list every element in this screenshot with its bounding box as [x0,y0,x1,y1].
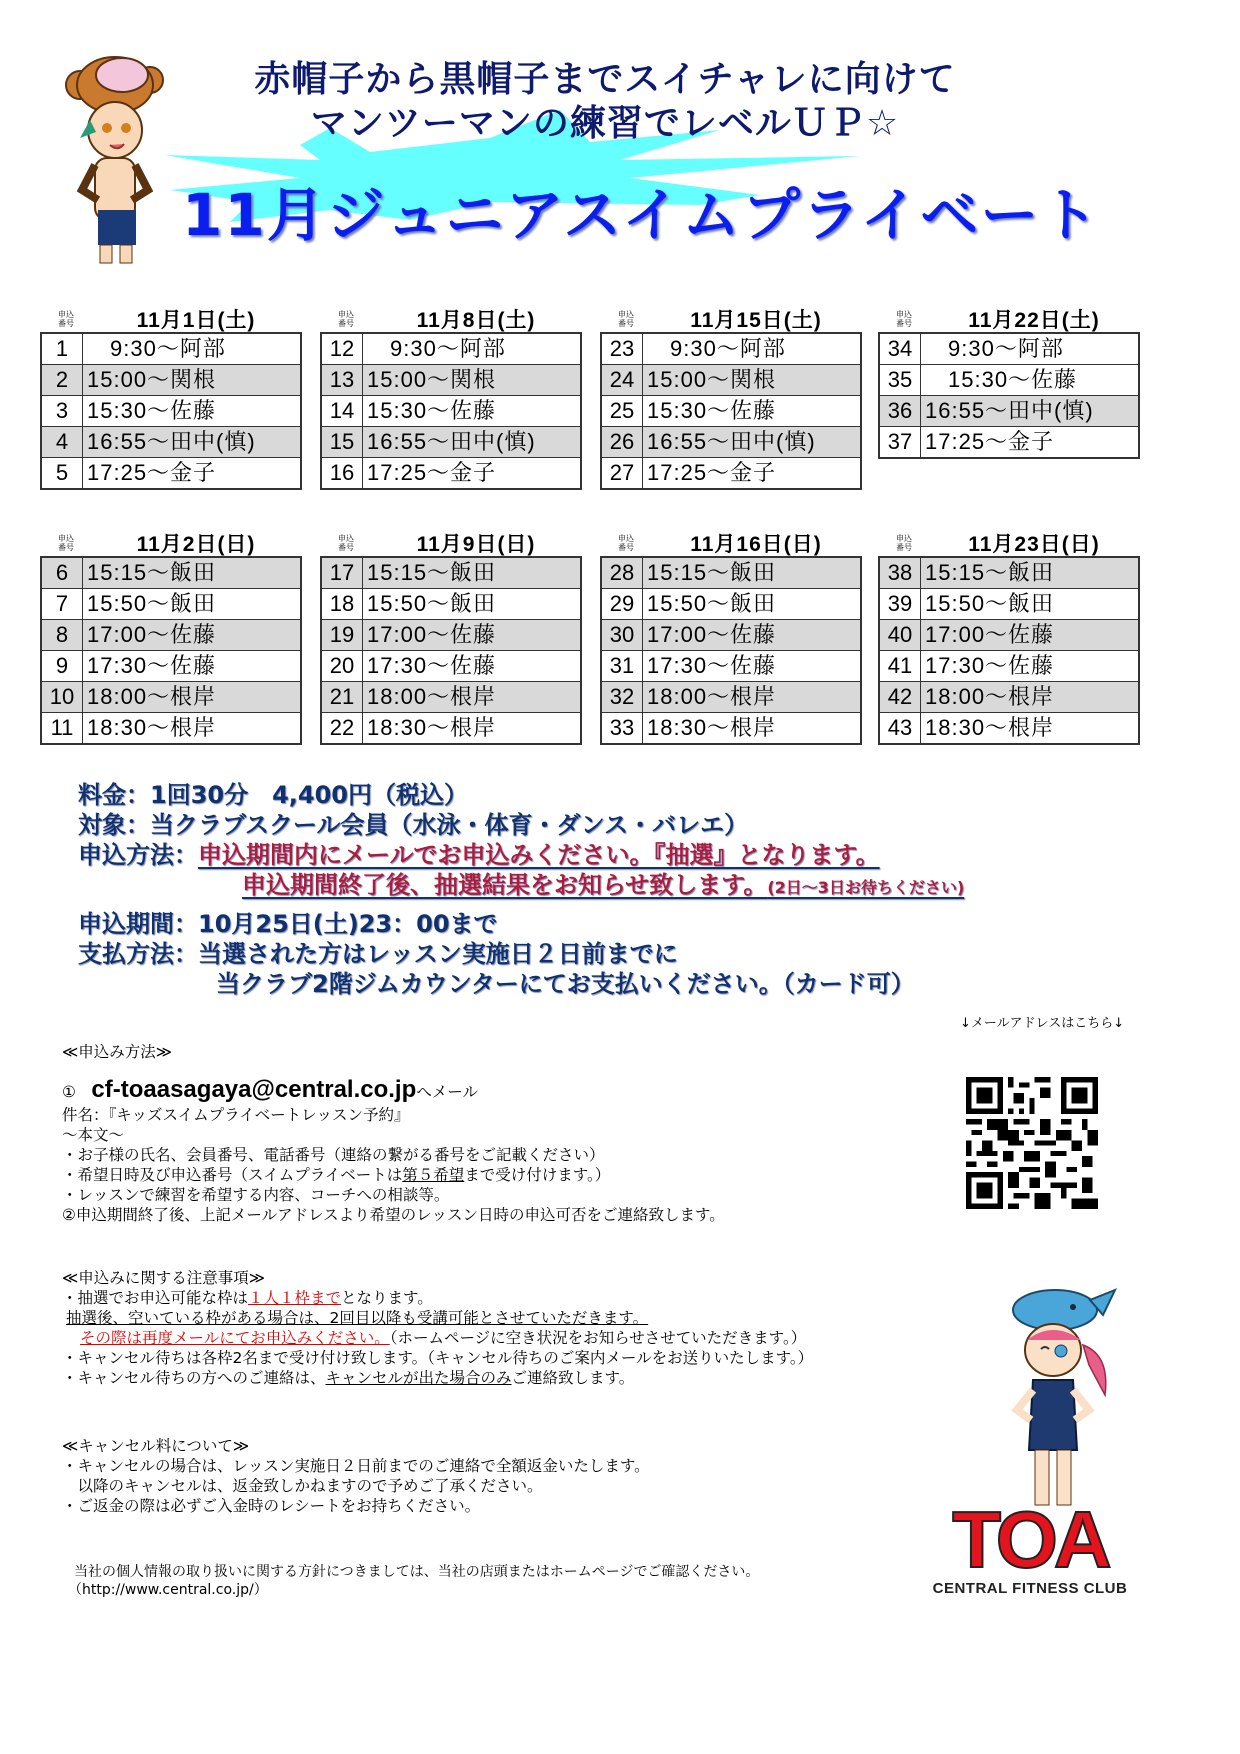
slot-row [321,651,581,682]
slot-number: 41 [879,651,921,682]
slot-number: 15 [321,427,363,458]
slot-table [320,332,582,490]
slot-row [41,557,301,589]
slot-time-coach: 18:30～根岸 [83,713,302,745]
slot-number: 30 [601,620,643,651]
lesson-info [78,780,1158,999]
mail-address-hint: ↓メールアドレスはこちら↓ [960,1016,1125,1031]
slot-number: 6 [41,557,83,589]
mail-item-2 [62,1165,725,1185]
slot-number: 4 [41,427,83,458]
fee-label: 料金： [78,781,150,809]
slot-number: 31 [601,651,643,682]
slot-table [320,556,582,745]
slot-number: 21 [321,682,363,713]
slot-row [321,458,581,490]
slot-row [879,589,1139,620]
slot-table [878,332,1140,459]
slot-number: 16 [321,458,363,490]
slot-row [601,396,861,427]
slot-row [321,557,581,589]
target-value: 当クラブスクール会員（水泳・体育・ダンス・バレエ） [150,811,749,839]
payment-row-2 [78,969,1158,999]
slot-number: 18 [321,589,363,620]
slot-row [321,713,581,745]
slot-row [41,458,301,490]
day-date: 11月2日(日) [136,533,256,556]
slot-time-coach: 9:30～阿部 [363,333,582,365]
day-header [320,528,582,556]
slot-time-coach: 17:00～佐藤 [83,620,302,651]
slot-number: 2 [41,365,83,396]
slot-table [40,556,302,745]
method-row [78,840,1158,870]
slot-number: 9 [41,651,83,682]
slot-row [601,589,861,620]
slot-row [41,682,301,713]
girl-swimmer-mascot-icon [1005,1285,1120,1515]
application-number-label: 申込番号 [618,310,634,328]
application-number-label: 申込番号 [618,534,634,552]
slot-number: 13 [321,365,363,396]
day-header [40,528,302,556]
slot-number: 24 [601,365,643,396]
slot-time-coach: 18:00～根岸 [83,682,302,713]
slot-row [879,620,1139,651]
mail-item-2-a: ・希望日時及び申込番号（スイムプライベートは [62,1166,403,1184]
application-number-label: 申込番号 [58,310,74,328]
slot-number: 19 [321,620,363,651]
slot-row [41,713,301,745]
day-date: 11月8日(土) [416,309,536,332]
slot-time-coach: 15:30～佐藤 [83,396,302,427]
slot-time-coach: 18:30～根岸 [643,713,862,745]
note-1-red: １人１枠まで [248,1289,342,1307]
slot-number: 1 [41,333,83,365]
slot-number: 20 [321,651,363,682]
slot-number: 35 [879,365,921,396]
slot-row [601,620,861,651]
slot-number: 7 [41,589,83,620]
slot-number: 26 [601,427,643,458]
slot-time-coach: 9:30～阿部 [643,333,862,365]
slot-row [879,557,1139,589]
slot-time-coach: 17:25～金子 [83,458,302,490]
slot-number: 17 [321,557,363,589]
slot-row [321,620,581,651]
target-row [78,810,1158,840]
method-wait-note: (2日～3日お待ちください) [767,878,965,897]
day-schedule [600,304,862,490]
notes-section [62,1268,813,1388]
day-header [878,304,1140,332]
slot-time-coach: 15:50～飯田 [921,589,1140,620]
slot-time-coach: 18:30～根岸 [921,713,1140,745]
slot-time-coach: 9:30～阿部 [83,333,302,365]
toa-logo [920,1495,1140,1597]
slot-number: 39 [879,589,921,620]
slot-number: 25 [601,396,643,427]
slot-number: 29 [601,589,643,620]
slot-time-coach: 15:50～飯田 [363,589,582,620]
period-label: 申込期間： [78,910,198,938]
day-schedule [878,304,1140,459]
method-line-2 [242,870,964,903]
slot-number: 14 [321,396,363,427]
method-label: 申込方法： [78,841,198,869]
application-number-label: 申込番号 [338,310,354,328]
mail-item-2-underlined: 第５希望 [402,1166,465,1184]
email-suffix: へメール [416,1083,478,1101]
slot-row [879,427,1139,459]
slot-row [41,651,301,682]
mail-body-heading: ～本文～ [62,1126,125,1144]
slot-time-coach: 17:00～佐藤 [921,620,1140,651]
note-5 [62,1368,813,1388]
slot-number: 5 [41,458,83,490]
day-schedule [320,528,582,745]
cancel-heading: ≪キャンセル料について≫ [62,1437,250,1455]
slot-number: 32 [601,682,643,713]
application-number-label: 申込番号 [896,534,912,552]
payment-line-2: 当クラブ2階ジムカウンターにてお支払いください。（カード可） [216,970,915,998]
slot-table [40,332,302,490]
headline [190,58,1020,146]
cancel-2: 以降のキャンセルは、返金致しかねますので予めご了承ください。 [62,1477,543,1495]
mail-item-2-b: まで受け付けます。） [464,1166,611,1184]
application-number-label: 申込番号 [896,310,912,328]
day-schedule [320,304,582,490]
slot-row [879,396,1139,427]
day-date: 11月9日(日) [416,533,536,556]
notes-heading: ≪申込みに関する注意事項≫ [62,1269,265,1287]
note-1 [62,1288,813,1308]
fee-value: 1回30分 4,400円（税込） [150,781,469,809]
slot-time-coach: 18:00～根岸 [363,682,582,713]
toa-logo-subtitle: CENTRAL FITNESS CLUB [932,1580,1128,1597]
slot-row [41,333,301,365]
day-header [600,528,862,556]
slot-number: 37 [879,427,921,459]
note-1-b: となります。 [341,1289,433,1307]
slot-number: 28 [601,557,643,589]
payment-line-1: 当選された方はレッスン実施日２日前までに [198,940,678,968]
day-date: 11月22日(土) [968,309,1100,332]
day-date: 11月23日(日) [968,533,1100,556]
slot-time-coach: 16:55～田中(慎) [921,396,1140,427]
note-3-b: （ホームページに空き状況をお知らせさせていただきます。） [389,1329,807,1347]
slot-row [321,427,581,458]
slot-time-coach: 15:15～飯田 [363,557,582,589]
slot-time-coach: 17:30～佐藤 [921,651,1140,682]
slot-row [41,589,301,620]
privacy-url-link[interactable]: （http://www.central.co.jp/） [68,1582,268,1598]
step-1-marker: ① [62,1083,92,1101]
slot-row [601,713,861,745]
day-date: 11月16日(日) [690,533,822,556]
slot-table [878,556,1140,745]
email-address-link[interactable]: cf-toaasagaya@central.co.jp [91,1076,417,1103]
slot-time-coach: 15:00～関根 [363,365,582,396]
slot-number: 12 [321,333,363,365]
slot-row [321,365,581,396]
note-3-red: その際は再度メールにてお申込みください。 [80,1329,390,1347]
slot-time-coach: 17:00～佐藤 [643,620,862,651]
slot-number: 40 [879,620,921,651]
slot-number: 11 [41,713,83,745]
slot-row [41,365,301,396]
slot-number: 36 [879,396,921,427]
day-date: 11月1日(土) [136,309,256,332]
slot-row [321,333,581,365]
slot-row [41,396,301,427]
slot-time-coach: 15:00～関根 [643,365,862,396]
slot-time-coach: 18:00～根岸 [643,682,862,713]
slot-time-coach: 15:30～佐藤 [921,365,1140,396]
slot-time-coach: 17:30～佐藤 [83,651,302,682]
application-number-label: 申込番号 [338,534,354,552]
qr-code-icon[interactable] [966,1077,1098,1209]
cancel-section [62,1436,650,1516]
slot-time-coach: 9:30～阿部 [921,333,1140,365]
slot-time-coach: 15:30～佐藤 [643,396,862,427]
slot-row [321,396,581,427]
slot-number: 42 [879,682,921,713]
apply-step-1 [62,1076,478,1106]
slot-number: 22 [321,713,363,745]
slot-row [879,713,1139,745]
slot-number: 23 [601,333,643,365]
slot-time-coach: 15:15～飯田 [643,557,862,589]
note-5-b: ご連絡致します。 [511,1369,635,1387]
slot-row [879,682,1139,713]
note-4: ・キャンセル待ちは各枠2名まで受け付け致します。（キャンセル待ちのご案内メールをお送りいたします。） [62,1349,814,1367]
slot-row [601,682,861,713]
target-label: 対象： [78,811,150,839]
slot-table [600,332,862,490]
slot-time-coach: 17:25～金子 [921,427,1140,459]
slot-row [601,333,861,365]
slot-row [601,557,861,589]
day-header [878,528,1140,556]
application-number-label: 申込番号 [58,534,74,552]
mail-item-3: ・レッスンで練習を希望する内容、コーチへの相談等。 [62,1186,450,1204]
slot-time-coach: 17:25～金子 [643,458,862,490]
note-2: 抽選後、空いている枠がある場合は、2回目以降も受講可能とさせていただきます。 [66,1309,649,1327]
slot-time-coach: 15:50～飯田 [643,589,862,620]
boy-swimmer-mascot-icon [60,50,170,265]
method-line-1: 申込期間内にメールでお申込みください。『抽選』となります。 [198,841,880,869]
slot-time-coach: 17:30～佐藤 [363,651,582,682]
slot-number: 34 [879,333,921,365]
note-1-a: ・抽選でお申込可能な枠は [62,1289,249,1307]
slot-time-coach: 17:00～佐藤 [363,620,582,651]
page-title: 11月ジュニアスイムプライベート [182,181,1101,249]
headline-line-1: 赤帽子から黒帽子までスイチャレに向けて [254,59,956,100]
day-schedule [40,528,302,745]
slot-time-coach: 15:15～飯田 [921,557,1140,589]
cancel-1: ・キャンセルの場合は、レッスン実施日２日前までのご連絡で全額返金いたします。 [62,1457,650,1475]
payment-row [78,939,1158,969]
slot-number: 43 [879,713,921,745]
cancel-3: ・ご返金の際は必ずご入金時のレシートをお持ちください。 [62,1497,481,1515]
slot-time-coach: 18:00～根岸 [921,682,1140,713]
method-line-2-text: 申込期間終了後、抽選結果をお知らせ致します。 [242,871,768,899]
footer [68,1563,759,1599]
slot-row [879,333,1139,365]
slot-row [321,589,581,620]
slot-time-coach: 17:25～金子 [363,458,582,490]
slot-time-coach: 15:50～飯田 [83,589,302,620]
slot-row [321,682,581,713]
apply-heading: ≪申込み方法≫ [62,1043,172,1061]
day-schedule [878,528,1140,745]
slot-time-coach: 16:55～田中(慎) [363,427,582,458]
slot-row [601,365,861,396]
day-header [320,304,582,332]
slot-row [41,427,301,458]
privacy-text: 当社の個人情報の取り扱いに関する方針につきましては、当社の店頭またはホームページでご確認ください。 [74,1564,760,1580]
slot-number: 3 [41,396,83,427]
day-date: 11月15日(土) [690,309,822,332]
slot-number: 38 [879,557,921,589]
mail-item-1: ・お子様の氏名、会員番号、電話番号（連絡の繋がる番号をご記載ください） [62,1146,605,1164]
slot-number: 27 [601,458,643,490]
headline-line-2: マンツーマンの練習でレベルＵＰ☆ [310,103,900,144]
slot-time-coach: 15:00～関根 [83,365,302,396]
toa-logo-mark: TOA [952,1495,1108,1584]
period-value: 10月25日(土)23：00まで [198,910,498,938]
slot-time-coach: 16:55～田中(慎) [643,427,862,458]
slot-row [601,651,861,682]
slot-number: 33 [601,713,643,745]
slot-time-coach: 16:55～田中(慎) [83,427,302,458]
period-row [78,909,1158,939]
slot-table [600,556,862,745]
day-schedule [40,304,302,490]
apply-step-2: ②申込期間終了後、上記メールアドレスより希望のレッスン日時の申込可否をご連絡致します。 [62,1206,725,1224]
apply-details [62,1105,725,1225]
mail-subject: 件名：『キッズスイムプライベートレッスン予約』 [62,1106,410,1124]
slot-row [879,365,1139,396]
day-header [40,304,302,332]
payment-label: 支払方法： [78,940,198,968]
slot-number: 8 [41,620,83,651]
note-5-a: ・キャンセル待ちの方へのご連絡は、 [62,1369,326,1387]
slot-time-coach: 17:30～佐藤 [643,651,862,682]
note-5-underlined: キャンセルが出た場合のみ [325,1369,512,1387]
slot-time-coach: 18:30～根岸 [363,713,582,745]
day-header [600,304,862,332]
slot-row [601,458,861,490]
method-row-2 [78,870,1158,903]
day-schedule [600,528,862,745]
slot-row [879,651,1139,682]
slot-number: 10 [41,682,83,713]
slot-row [601,427,861,458]
slot-row [41,620,301,651]
slot-time-coach: 15:30～佐藤 [363,396,582,427]
note-3 [62,1328,813,1348]
fee-row [78,780,1158,810]
slot-time-coach: 15:15～飯田 [83,557,302,589]
